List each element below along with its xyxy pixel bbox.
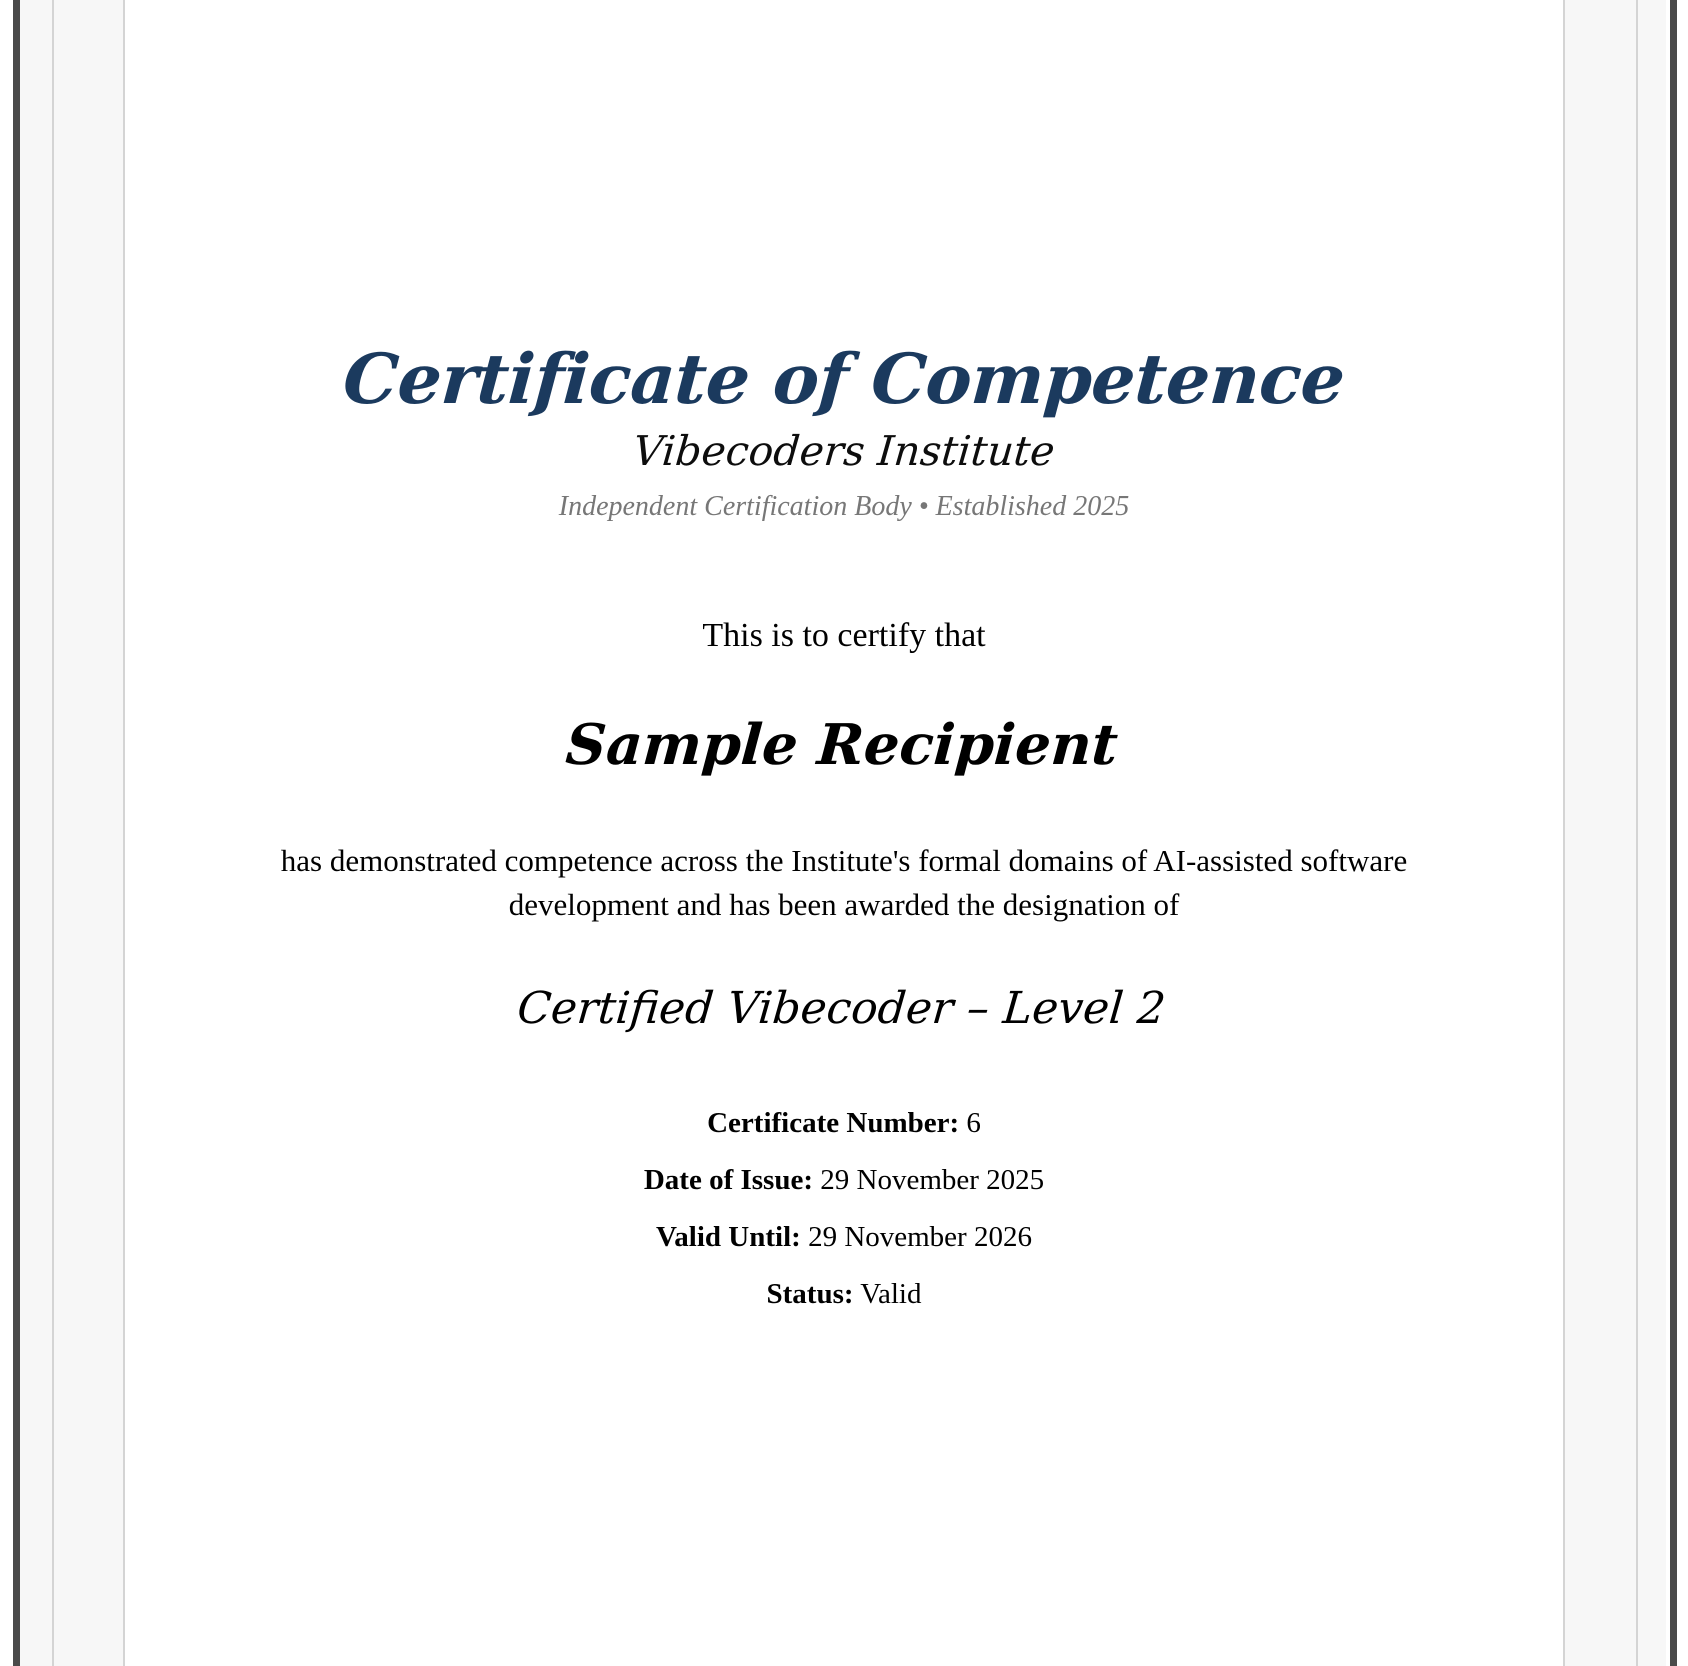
outer-right-gutter: [1638, 0, 1666, 1666]
certificate-title: Certificate of Competence: [340, 339, 1348, 420]
left-scrollbar-thumb[interactable]: [13, 0, 20, 1666]
recipient-name: Sample Recipient: [563, 712, 1120, 778]
left-page-divider-outer: [52, 0, 54, 1666]
certificate-content: [125, 0, 1563, 1309]
meta-value-date-of-issue: 29 November 2025: [820, 1164, 1045, 1197]
right-page-divider-outer: [1636, 0, 1638, 1666]
meta-row-date-of-issue: [125, 1166, 1563, 1195]
meta-value-valid-until: 29 November 2026: [808, 1221, 1032, 1254]
meta-label-valid-until: Valid Until:: [656, 1221, 801, 1254]
designation-title: Certified Vibecoder – Level 2: [515, 983, 1168, 1035]
status-badge: Valid: [860, 1278, 922, 1311]
right-page-divider-inner: [1563, 0, 1565, 1666]
inner-left-gutter: [54, 0, 124, 1666]
inner-right-gutter: [1564, 0, 1636, 1666]
issuing-organization: Vibecoders Institute: [631, 427, 1057, 475]
certify-intro-text: This is to certify that: [702, 617, 986, 654]
certificate-metadata: [125, 1031, 1563, 1309]
organization-tagline: Independent Certification Body • Established 2025: [558, 491, 1130, 522]
meta-label-date-of-issue: Date of Issue:: [643, 1164, 813, 1197]
outer-left-gutter: [20, 0, 52, 1666]
meta-label-certificate-number: Certificate Number:: [707, 1107, 960, 1140]
certificate-page: [125, 0, 1563, 1666]
meta-row-valid-until: [125, 1223, 1563, 1252]
certificate-header: [125, 0, 1563, 521]
meta-row-certificate-number: [125, 1109, 1563, 1138]
meta-row-status: [125, 1280, 1563, 1309]
meta-value-certificate-number: 6: [966, 1107, 981, 1140]
right-scrollbar-thumb[interactable]: [1670, 0, 1677, 1666]
meta-label-status: Status:: [766, 1278, 854, 1311]
certification-statement: has demonstrated competence across the Institute's formal domains of AI-assisted software development and has been awarded the designation of: [280, 843, 1408, 923]
